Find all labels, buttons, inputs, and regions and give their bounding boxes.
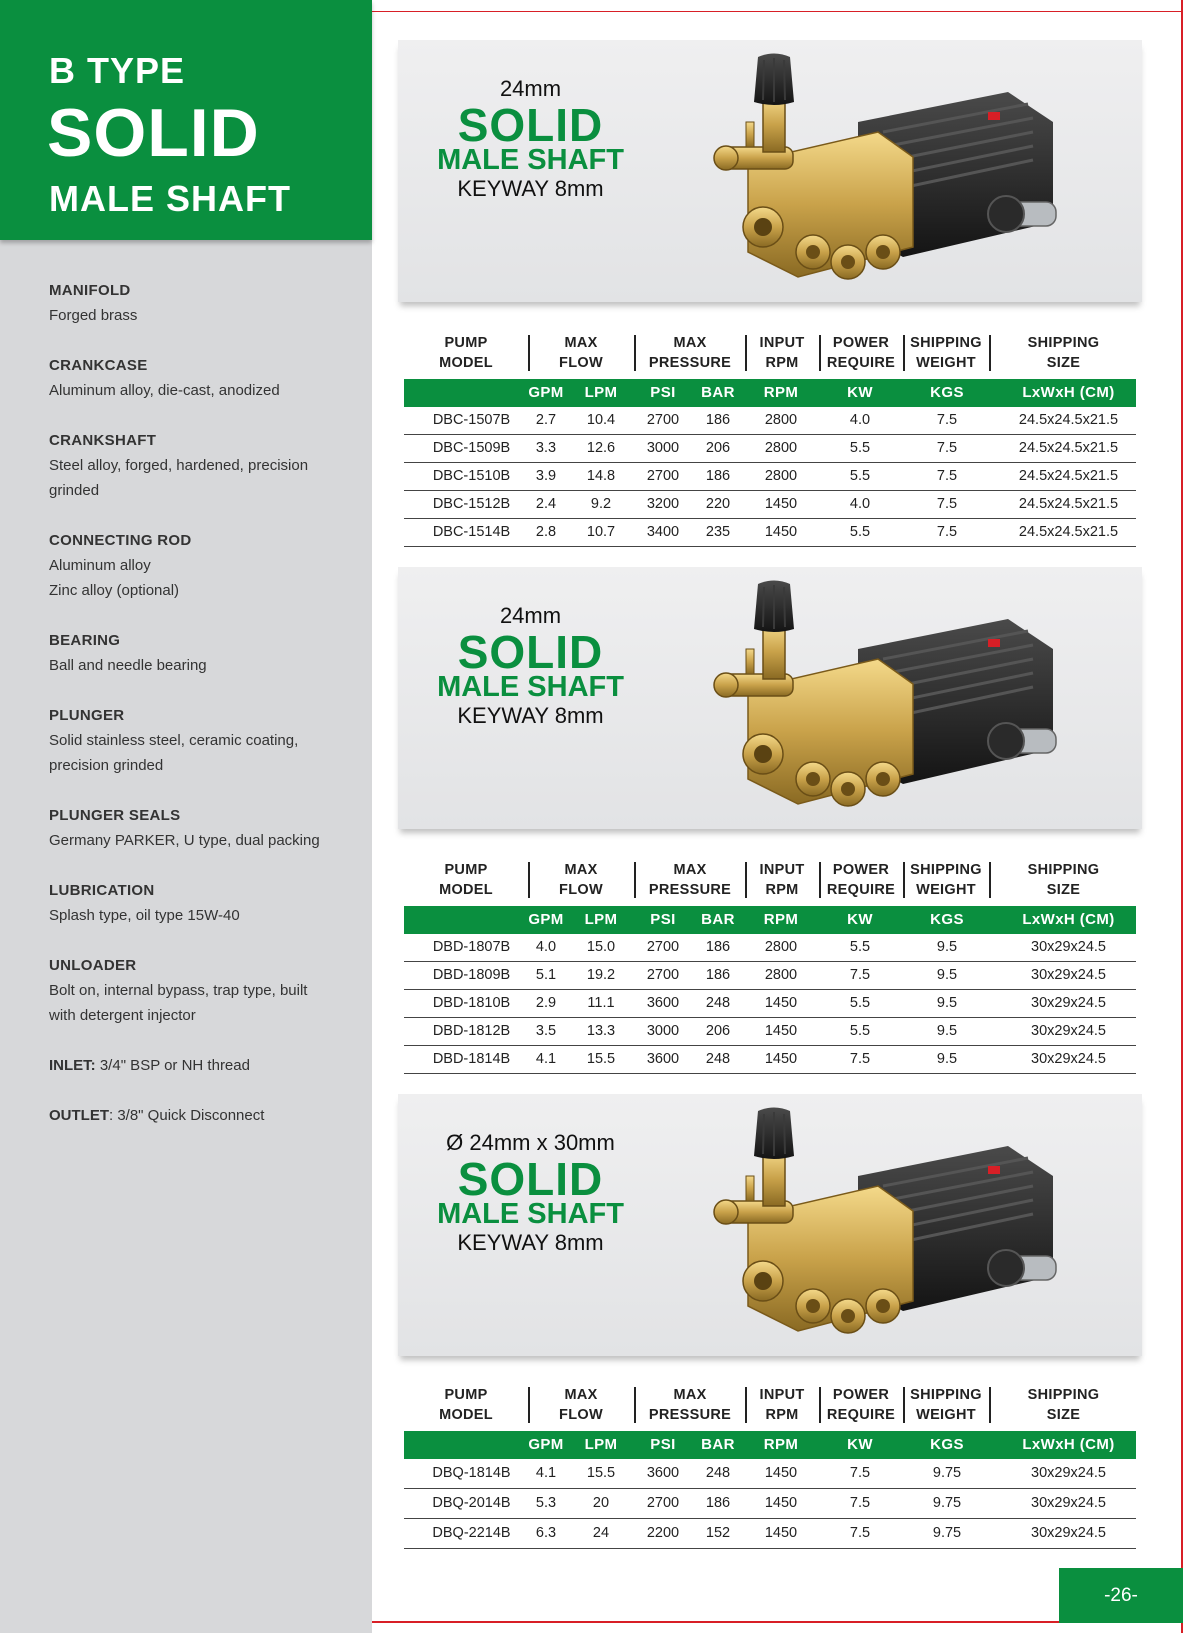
header-line: POWER: [832, 1387, 890, 1403]
shaft-diameter: 24mm: [499, 603, 562, 628]
header-line: SHIPPING: [910, 862, 982, 878]
header-line: INPUT: [759, 862, 805, 878]
header-line: PRESSURE: [648, 1407, 732, 1423]
table-header: [404, 856, 1136, 906]
header-power-require: [821, 329, 901, 375]
header-max-flow: [530, 329, 632, 375]
spec-value: Forged brass: [49, 307, 138, 324]
solid-label: SOLID: [47, 95, 260, 171]
shaft-diameter: Ø 24mm x 30mm: [446, 1130, 615, 1155]
header-line: PUMP: [444, 1387, 488, 1403]
cell-size: 30x29x24.5: [1031, 967, 1106, 983]
cell-rpm: 2800: [764, 939, 798, 955]
table-header: [404, 329, 1136, 379]
header-pump-model: [404, 329, 528, 375]
spec-label: BEARING: [49, 632, 121, 649]
cell-rpm: 1450: [764, 995, 798, 1011]
header-line: PUMP: [444, 862, 488, 878]
header-line: WEIGHT: [916, 1407, 976, 1423]
cell-gpm: 4.0: [535, 939, 557, 955]
header-shipping-weight: [905, 329, 987, 375]
cell-rpm: 1450: [764, 1465, 798, 1481]
unit-lpm: LPM: [584, 1436, 618, 1453]
header-pump-model: [404, 856, 528, 902]
unit-kgs: KGS: [930, 1436, 964, 1453]
cell-kgs: 9.75: [932, 1495, 962, 1511]
table-row: [404, 1459, 1136, 1489]
spec-value: with detergent injector: [49, 1007, 196, 1024]
header-line: MODEL: [439, 882, 493, 898]
cell-lpm: 15.5: [586, 1051, 616, 1067]
cell-kgs: 9.5: [936, 1051, 958, 1067]
cell-kw: 7.5: [849, 1465, 871, 1481]
spec-plunger: [49, 703, 349, 778]
cell-kw: 5.5: [849, 1023, 871, 1039]
unit-psi: PSI: [650, 911, 676, 928]
unit-rpm: RPM: [763, 384, 799, 401]
table-row: [404, 1018, 1136, 1046]
spec-value: Bolt on, internal bypass, trap type, built: [49, 982, 308, 999]
cell-lpm: 10.7: [586, 524, 616, 540]
keyway-label: KEYWAY 8mm: [457, 1230, 604, 1255]
cell-lpm: 24: [592, 1525, 610, 1541]
spec-value: grinded: [49, 482, 100, 499]
spec-value: Splash type, oil type 15W-40: [49, 907, 240, 924]
unit-bar: BAR: [701, 911, 735, 928]
header-line: MAX: [673, 862, 707, 878]
cell-lpm: 9.2: [590, 496, 612, 512]
shaft-diameter: 24mm: [499, 76, 562, 101]
spec-value: Zinc alloy (optional): [49, 582, 180, 599]
spec-outlet: [49, 1103, 349, 1128]
table-row: [404, 463, 1136, 491]
unit-rpm: RPM: [763, 1436, 799, 1453]
unit-lpm: LPM: [584, 384, 618, 401]
cell-bar: 206: [705, 440, 731, 456]
cell-gpm: 3.3: [535, 440, 557, 456]
frame-right-line: [1181, 0, 1183, 1633]
spec-lubrication: [49, 878, 349, 928]
header-line: MODEL: [439, 1407, 493, 1423]
solid-title: SOLID: [457, 1153, 604, 1205]
cell-size: 30x29x24.5: [1031, 995, 1106, 1011]
cell-gpm: 2.9: [535, 995, 557, 1011]
cell-gpm: 4.1: [535, 1051, 557, 1067]
cell-kgs: 7.5: [936, 524, 958, 540]
unit-kgs: KGS: [930, 384, 964, 401]
spec-label: PLUNGER SEALS: [49, 807, 181, 824]
header-shipping-size: [991, 1381, 1136, 1427]
cell-gpm: 2.8: [535, 524, 557, 540]
cell-rpm: 1450: [764, 524, 798, 540]
unit-size: LxWxH (CM): [1022, 911, 1115, 928]
header-line: RPM: [765, 1407, 799, 1423]
cell-psi: 2700: [646, 468, 680, 484]
cell-kw: 7.5: [849, 1525, 871, 1541]
header-line: INPUT: [759, 1387, 805, 1403]
cell-model: DBC-1514B: [432, 524, 511, 540]
header-power-require: [821, 856, 901, 902]
solid-title: SOLID: [457, 626, 604, 678]
unit-gpm: GPM: [528, 911, 564, 928]
cell-psi: 3600: [646, 1465, 680, 1481]
spec-label: INLET:: [49, 1057, 96, 1074]
cell-size: 24.5x24.5x21.5: [1018, 412, 1119, 428]
pump-image: [703, 52, 1073, 287]
header-line: REQUIRE: [826, 1407, 896, 1423]
units-row: [404, 379, 1136, 407]
cell-psi: 3000: [646, 1023, 680, 1039]
spec-value: Steel alloy, forged, hardened, precision: [49, 457, 309, 474]
cell-model: DBC-1507B: [432, 412, 511, 428]
table-row: [404, 407, 1136, 435]
header-line: PRESSURE: [648, 882, 732, 898]
spec-value: precision grinded: [49, 757, 164, 774]
cell-gpm: 3.5: [535, 1023, 557, 1039]
cell-model: DBQ-2014B: [432, 1495, 511, 1511]
cell-kgs: 7.5: [936, 412, 958, 428]
spec-bearing: [49, 628, 349, 678]
cell-bar: 186: [705, 1495, 731, 1511]
table-row: [404, 1519, 1136, 1549]
cell-size: 24.5x24.5x21.5: [1018, 468, 1119, 484]
header-line: SHIPPING: [910, 335, 982, 351]
spec-label: LUBRICATION: [49, 882, 155, 899]
table-row: [404, 491, 1136, 519]
cell-kgs: 9.5: [936, 995, 958, 1011]
cell-bar: 206: [705, 1023, 731, 1039]
cell-psi: 3000: [646, 440, 680, 456]
cell-bar: 186: [705, 412, 731, 428]
cell-psi: 3200: [646, 496, 680, 512]
header-input-rpm: [747, 856, 817, 902]
unit-kw: KW: [847, 1436, 873, 1453]
cell-psi: 2700: [646, 412, 680, 428]
table-row: [404, 934, 1136, 962]
header-line: INPUT: [759, 335, 805, 351]
header-max-pressure: [636, 856, 744, 902]
sidebar-header: [0, 0, 372, 240]
male-shaft-label: MALE SHAFT: [49, 178, 291, 219]
cell-lpm: 15.5: [586, 1465, 616, 1481]
table-row: [404, 519, 1136, 547]
header-line: SHIPPING: [910, 1387, 982, 1403]
male-shaft-title: MALE SHAFT: [437, 144, 624, 176]
header-line: FLOW: [559, 1407, 603, 1423]
header-shipping-weight: [905, 856, 987, 902]
page-number: -26-: [1059, 1568, 1183, 1623]
cell-kw: 7.5: [849, 1051, 871, 1067]
unit-size: LxWxH (CM): [1022, 1436, 1115, 1453]
cell-gpm: 6.3: [535, 1525, 557, 1541]
table-row: [404, 990, 1136, 1018]
cell-bar: 186: [705, 939, 731, 955]
male-shaft-title: MALE SHAFT: [437, 671, 624, 703]
unit-gpm: GPM: [528, 384, 564, 401]
table-header: [404, 1381, 1136, 1431]
cell-model: DBD-1809B: [432, 967, 511, 983]
cell-psi: 3600: [646, 1051, 680, 1067]
header-line: MAX: [673, 1387, 707, 1403]
cell-size: 24.5x24.5x21.5: [1018, 496, 1119, 512]
header-max-flow: [530, 856, 632, 902]
header-line: FLOW: [559, 882, 603, 898]
cell-bar: 186: [705, 468, 731, 484]
header-power-require: [821, 1381, 901, 1427]
cell-model: DBD-1812B: [432, 1023, 511, 1039]
cell-bar: 186: [705, 967, 731, 983]
cell-size: 30x29x24.5: [1031, 1051, 1106, 1067]
keyway-label: KEYWAY 8mm: [457, 703, 604, 728]
keyway-label: KEYWAY 8mm: [457, 176, 604, 201]
header-line: SHIPPING: [1027, 1387, 1100, 1403]
header-shipping-size: [991, 856, 1136, 902]
cell-model: DBQ-1814B: [432, 1465, 511, 1481]
cell-kw: 5.5: [849, 440, 871, 456]
cell-rpm: 1450: [764, 1495, 798, 1511]
spec-value: : 3/8" Quick Disconnect: [109, 1107, 265, 1124]
spec-label: CONNECTING ROD: [49, 532, 192, 549]
cell-lpm: 11.1: [587, 995, 615, 1011]
spec-table-1: [404, 329, 1136, 547]
spec-table-2: [404, 856, 1136, 1074]
cell-kw: 4.0: [849, 496, 871, 512]
cell-psi: 2700: [646, 967, 680, 983]
cell-model: DBD-1810B: [432, 995, 511, 1011]
spec-value: 3/4" BSP or NH thread: [95, 1057, 250, 1074]
spec-label: PLUNGER: [49, 707, 125, 724]
cell-kgs: 9.75: [932, 1465, 962, 1481]
spec-unloader: [49, 953, 349, 1028]
header-line: FLOW: [559, 355, 603, 371]
cell-bar: 248: [705, 1051, 731, 1067]
cell-rpm: 1450: [764, 1525, 798, 1541]
pump-image: [703, 579, 1073, 814]
cell-bar: 248: [705, 995, 731, 1011]
spec-plunger-seals: [49, 803, 349, 853]
product-banner-3: [398, 1094, 1142, 1356]
spec-label: OUTLET: [49, 1107, 109, 1124]
header-line: SIZE: [1046, 355, 1081, 371]
header-max-flow: [530, 1381, 632, 1427]
spec-label: UNLOADER: [49, 957, 137, 974]
unit-psi: PSI: [650, 384, 676, 401]
cell-psi: 3400: [646, 524, 680, 540]
cell-bar: 152: [705, 1525, 731, 1541]
cell-rpm: 1450: [764, 496, 798, 512]
cell-kw: 5.5: [849, 995, 871, 1011]
table-row: [404, 962, 1136, 990]
spec-crankcase: [49, 353, 349, 403]
cell-lpm: 12.6: [586, 440, 616, 456]
sidebar: [0, 0, 372, 1633]
cell-bar: 248: [705, 1465, 731, 1481]
cell-size: 30x29x24.5: [1031, 1495, 1106, 1511]
cell-psi: 3600: [646, 995, 680, 1011]
cell-model: DBC-1509B: [432, 440, 511, 456]
unit-lpm: LPM: [584, 911, 618, 928]
spec-label: CRANKSHAFT: [49, 432, 157, 449]
cell-kw: 4.0: [849, 412, 871, 428]
header-input-rpm: [747, 329, 817, 375]
header-line: POWER: [832, 335, 890, 351]
header-line: MAX: [564, 335, 598, 351]
type-label: B TYPE: [49, 50, 186, 91]
cell-psi: 2700: [646, 1495, 680, 1511]
cell-lpm: 13.3: [586, 1023, 616, 1039]
cell-gpm: 2.4: [535, 496, 557, 512]
header-line: SIZE: [1046, 1407, 1081, 1423]
cell-kgs: 9.5: [936, 1023, 958, 1039]
cell-bar: 220: [705, 496, 731, 512]
spec-manifold: [49, 278, 349, 328]
cell-model: DBC-1512B: [432, 496, 511, 512]
cell-kw: 5.5: [849, 939, 871, 955]
cell-kgs: 9.5: [936, 967, 958, 983]
cell-rpm: 2800: [764, 468, 798, 484]
cell-kgs: 7.5: [936, 468, 958, 484]
header-line: WEIGHT: [916, 355, 976, 371]
units-row: [404, 906, 1136, 934]
cell-psi: 2200: [646, 1525, 680, 1541]
cell-rpm: 1450: [764, 1051, 798, 1067]
cell-lpm: 15.0: [586, 939, 616, 955]
unit-kw: KW: [847, 911, 873, 928]
cell-size: 24.5x24.5x21.5: [1018, 524, 1119, 540]
cell-model: DBD-1807B: [432, 939, 511, 955]
spec-label: MANIFOLD: [49, 282, 131, 299]
cell-size: 30x29x24.5: [1031, 1525, 1106, 1541]
header-line: WEIGHT: [916, 882, 976, 898]
table-row: [404, 435, 1136, 463]
product-banner-1: [398, 40, 1142, 302]
spec-inlet: [49, 1053, 349, 1078]
unit-gpm: GPM: [528, 1436, 564, 1453]
header-line: PRESSURE: [648, 355, 732, 371]
cell-kgs: 7.5: [936, 496, 958, 512]
cell-bar: 235: [705, 524, 731, 540]
unit-bar: BAR: [701, 384, 735, 401]
table-row: [404, 1489, 1136, 1519]
cell-gpm: 3.9: [535, 468, 557, 484]
header-line: MAX: [564, 862, 598, 878]
unit-bar: BAR: [701, 1436, 735, 1453]
header-input-rpm: [747, 1381, 817, 1427]
cell-model: DBC-1510B: [432, 468, 511, 484]
male-shaft-title: MALE SHAFT: [437, 1198, 624, 1230]
cell-model: DBD-1814B: [432, 1051, 511, 1067]
spec-value: Aluminum alloy: [49, 557, 151, 574]
cell-gpm: 5.3: [535, 1495, 557, 1511]
cell-size: 30x29x24.5: [1031, 1465, 1106, 1481]
unit-kw: KW: [847, 384, 873, 401]
spec-crankshaft: [49, 428, 349, 503]
cell-rpm: 2800: [764, 440, 798, 456]
header-line: MAX: [673, 335, 707, 351]
cell-kw: 7.5: [849, 1495, 871, 1511]
cell-gpm: 2.7: [535, 412, 557, 428]
header-shipping-size: [991, 329, 1136, 375]
cell-kw: 7.5: [849, 967, 871, 983]
spec-inline: [49, 1053, 349, 1078]
spec-table-3: [404, 1381, 1136, 1549]
spec-value: Aluminum alloy, die-cast, anodized: [49, 382, 280, 399]
cell-rpm: 2800: [764, 967, 798, 983]
cell-rpm: 1450: [764, 1023, 798, 1039]
header-max-pressure: [636, 329, 744, 375]
unit-rpm: RPM: [763, 911, 799, 928]
spec-value: Germany PARKER, U type, dual packing: [49, 832, 320, 849]
header-shipping-weight: [905, 1381, 987, 1427]
table-row: [404, 1046, 1136, 1074]
cell-size: 24.5x24.5x21.5: [1018, 440, 1119, 456]
header-max-pressure: [636, 1381, 744, 1427]
header-line: MODEL: [439, 355, 493, 371]
pump-image: [703, 1106, 1073, 1341]
units-row: [404, 1431, 1136, 1459]
header-line: REQUIRE: [826, 882, 896, 898]
header-line: POWER: [832, 862, 890, 878]
cell-kgs: 9.75: [932, 1525, 962, 1541]
cell-lpm: 14.8: [586, 468, 616, 484]
cell-kgs: 9.5: [936, 939, 958, 955]
spec-value: Solid stainless steel, ceramic coating,: [49, 732, 299, 749]
product-banner-2: [398, 567, 1142, 829]
cell-lpm: 19.2: [586, 967, 616, 983]
header-line: SHIPPING: [1027, 862, 1100, 878]
spec-connecting-rod: [49, 528, 349, 603]
cell-rpm: 2800: [764, 412, 798, 428]
unit-size: LxWxH (CM): [1022, 384, 1115, 401]
cell-size: 30x29x24.5: [1031, 1023, 1106, 1039]
spec-value: Ball and needle bearing: [49, 657, 207, 674]
cell-gpm: 5.1: [535, 967, 557, 983]
spec-inline: [49, 1103, 349, 1128]
solid-title: SOLID: [457, 99, 604, 151]
header-line: SIZE: [1046, 882, 1081, 898]
cell-psi: 2700: [646, 939, 680, 955]
header-line: PUMP: [444, 335, 488, 351]
frame-top-line: [372, 11, 1183, 12]
header-line: MAX: [564, 1387, 598, 1403]
cell-kw: 5.5: [849, 468, 871, 484]
spec-label: CRANKCASE: [49, 357, 148, 374]
cell-gpm: 4.1: [535, 1465, 557, 1481]
cell-lpm: 10.4: [586, 412, 616, 428]
cell-kgs: 7.5: [936, 440, 958, 456]
header-pump-model: [404, 1381, 528, 1427]
cell-model: DBQ-2214B: [432, 1525, 511, 1541]
header-line: SHIPPING: [1027, 335, 1100, 351]
unit-kgs: KGS: [930, 911, 964, 928]
header-line: RPM: [765, 355, 799, 371]
header-line: RPM: [765, 882, 799, 898]
cell-size: 30x29x24.5: [1031, 939, 1106, 955]
header-line: REQUIRE: [826, 355, 896, 371]
cell-kw: 5.5: [849, 524, 871, 540]
cell-lpm: 20: [592, 1495, 610, 1511]
unit-psi: PSI: [650, 1436, 676, 1453]
